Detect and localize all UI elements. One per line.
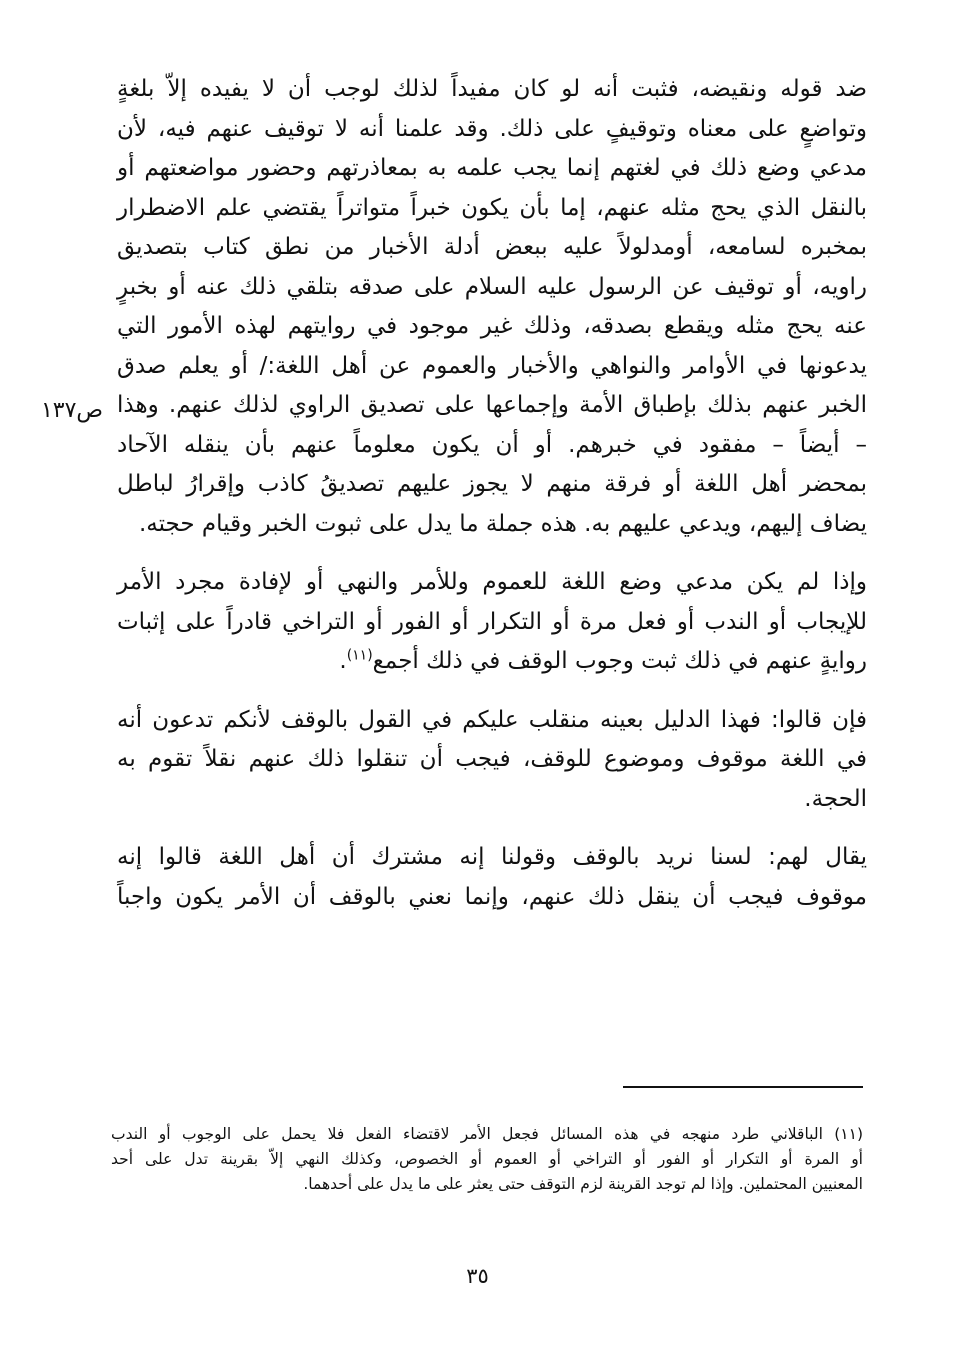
- paragraph-gap: [117, 819, 867, 838]
- text-line: راويه، أو توقيف عن الرسول عليه السلام على صدقه بتلقي ذلك عنه أو بخبرٍ: [117, 273, 867, 300]
- text-line: وتواضعٍ على معناه وتوقيفٍ على ذلك. وقد علمنا أنه لا توقيف عنهم فيه، لأن: [117, 115, 867, 142]
- text-line: يقال لهم: لسنا نريد بالوقف وقولنا إنه مشترك أن أهل اللغة قالوا إنه: [117, 844, 867, 870]
- footnote-reference[interactable]: (١١): [346, 647, 373, 664]
- footnote-line: أو المرة أو التكرار أو الفور أو التراخي أو العموم أو الخصوص، وكذلك النهي إلاّ بقرينة تدل على أحد: [111, 1150, 863, 1168]
- footnotes: [111, 1122, 863, 1197]
- sentence-end: .: [339, 648, 347, 674]
- text-line: للإيجاب أو الندب أو فعل مرة أو التكرار أو الفور أو التراخي قادراً على إثبات: [117, 608, 867, 635]
- text-line: مدعي وضع ذلك في لغتهم إنما يجب علمه به بمعاذرتهم وحضور مواضعتهم أو: [117, 155, 867, 181]
- text-line: ضد قوله ونقيضه، فثبت أنه لو كان مفيداً لذلك لوجب أن لا يفيده إلاّ بلغةٍ: [117, 76, 867, 102]
- text-line-with-note: [117, 642, 867, 682]
- footnote-separator: [623, 1086, 863, 1088]
- main-text: [117, 70, 867, 917]
- text-line: وإذا لم يكن مدعي وضع اللغة للعموم وللأمر والنهي أو لإفادة مجرد الأمر: [117, 569, 867, 595]
- text-line: بمخبره لسامعه، أومدلولاً عليه ببعض أدلة الأخبار من نطق كتاب بتصديق: [117, 234, 867, 260]
- footnote-line: (١١) الباقلاني طرد منهجه في هذه المسائل فجعل الأمر لاقتضاء الفعل فلا يحمل على الوجوب أو الندب: [111, 1125, 863, 1143]
- text-line: فإن قالوا: فهذا الدليل بعينه منقلب عليكم في القول بالوقف لأنكم تدعون أنه: [117, 706, 867, 733]
- text-line: في اللغة موقوف وموضوع للوقف، فيجب أن تنقلوا ذلك عنهم نقلاً تقوم به: [117, 746, 867, 772]
- text-line: بمحضر أهل اللغة أو فرقة منهم لا يجوز عليهم تصديقُ كاذب وإقرارُ لباطل: [117, 471, 867, 497]
- text-line: بالنقل الذي يحج مثله عنهم، إما بأن يكون خبراً متواتراً يقتضي علم الاضطرار: [117, 194, 867, 221]
- text-line: عنه يحج مثله ويقطع بصدقه، وذلك غير موجود في روايتهم لهذه الأمور التي: [117, 313, 867, 339]
- text-line: الحجة.: [804, 785, 867, 812]
- text-line: موقوف فيجب أن ينقل ذلك عنهم، وإنما نعني بالوقف أن الأمر يكون واجباً: [117, 883, 867, 910]
- footnote-line: المعنيين المحتملين. وإذا لم توجد القرينة لزم التوقف حتى يعثر على ما يدل على أحدهما.: [303, 1175, 863, 1193]
- margin-page-reference: ص١٣٧: [40, 398, 103, 423]
- text-line: روايةٍ عنهم في ذلك ثبت وجوب الوقف في ذلك أجمع: [372, 648, 867, 674]
- text-line: الخبر عنهم بذلك بإطباق الأمة وإجماعها على تصديق الراوي لذلك عنهم. وهذا: [117, 392, 867, 418]
- page-number: ٣٥: [466, 1264, 489, 1288]
- text-line: – أيضاً – مفقود في خبرهم. أو أن يكون معلوماً عنهم بأن ينقله الآحاد: [117, 431, 867, 458]
- text-line: يضاف إليهم، ويدعي عليهم به. هذه جملة ما يدل على ثبوت الخبر وقيام حجته.: [138, 510, 867, 537]
- paragraph-gap: [117, 544, 867, 563]
- text-line: يدعونها في الأوامر والنواهي والأخبار والعموم عن أهل اللغة:/ أو يعلم صدق: [117, 352, 867, 379]
- paragraph-gap: [117, 682, 867, 701]
